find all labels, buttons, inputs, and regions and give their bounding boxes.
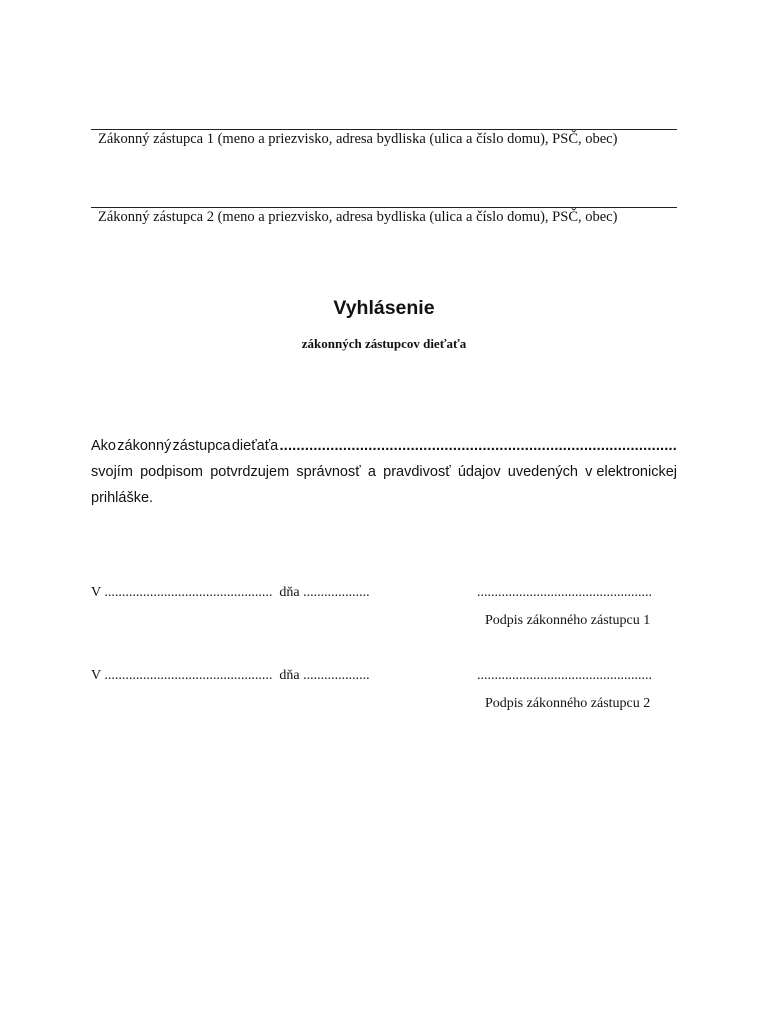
word: v elektronickej	[585, 464, 677, 480]
child-name-fill-line: ..............................................................................................	[279, 438, 677, 454]
word: svojím	[91, 464, 133, 480]
word: podpisom	[140, 464, 203, 480]
word: zákonný	[117, 438, 172, 454]
word: potvrdzujem	[210, 464, 290, 480]
word: Ako	[91, 438, 116, 454]
signature-caption-1: Podpis zákonného zástupcu 1	[485, 613, 651, 628]
place-date-field	[91, 668, 370, 684]
declaration-line-2	[91, 459, 677, 485]
declaration-line-3: prihláške.	[91, 490, 154, 506]
place-date-field	[91, 585, 370, 601]
rep2-label: Zákonný zástupca 2 (meno a priezvisko, adresa bydliska (ulica a číslo domu), PSČ, obec)	[98, 209, 618, 225]
word: správnosť	[296, 464, 361, 480]
word: uvedených	[507, 464, 578, 480]
place-fill-line: V ................................................	[91, 585, 273, 600]
place-fill-line: V ................................................	[91, 668, 273, 683]
word: zástupca	[172, 438, 231, 454]
signature-fill-line: ..................................................	[477, 585, 652, 600]
word: pravdivosť	[383, 464, 451, 480]
signature-caption-2: Podpis zákonného zástupcu 2	[485, 696, 651, 711]
document-subtitle: zákonných zástupcov dieťaťa	[301, 336, 467, 351]
document-title: Vyhlásenie	[333, 297, 435, 319]
word: údajov	[457, 464, 501, 480]
rep1-label: Zákonný zástupca 1 (meno a priezvisko, adresa bydliska (ulica a číslo domu), PSČ, obec)	[98, 131, 618, 147]
declaration-paragraph	[91, 433, 677, 511]
word: dieťaťa	[231, 438, 279, 454]
declaration-line-1	[91, 433, 677, 459]
date-fill-line: dňa ...................	[279, 585, 370, 600]
rep1-fill-line	[91, 129, 677, 130]
word: a	[367, 464, 376, 480]
signature-fill-line: ..................................................	[477, 668, 652, 683]
rep2-fill-line	[91, 207, 677, 208]
date-fill-line: dňa ...................	[279, 668, 370, 683]
